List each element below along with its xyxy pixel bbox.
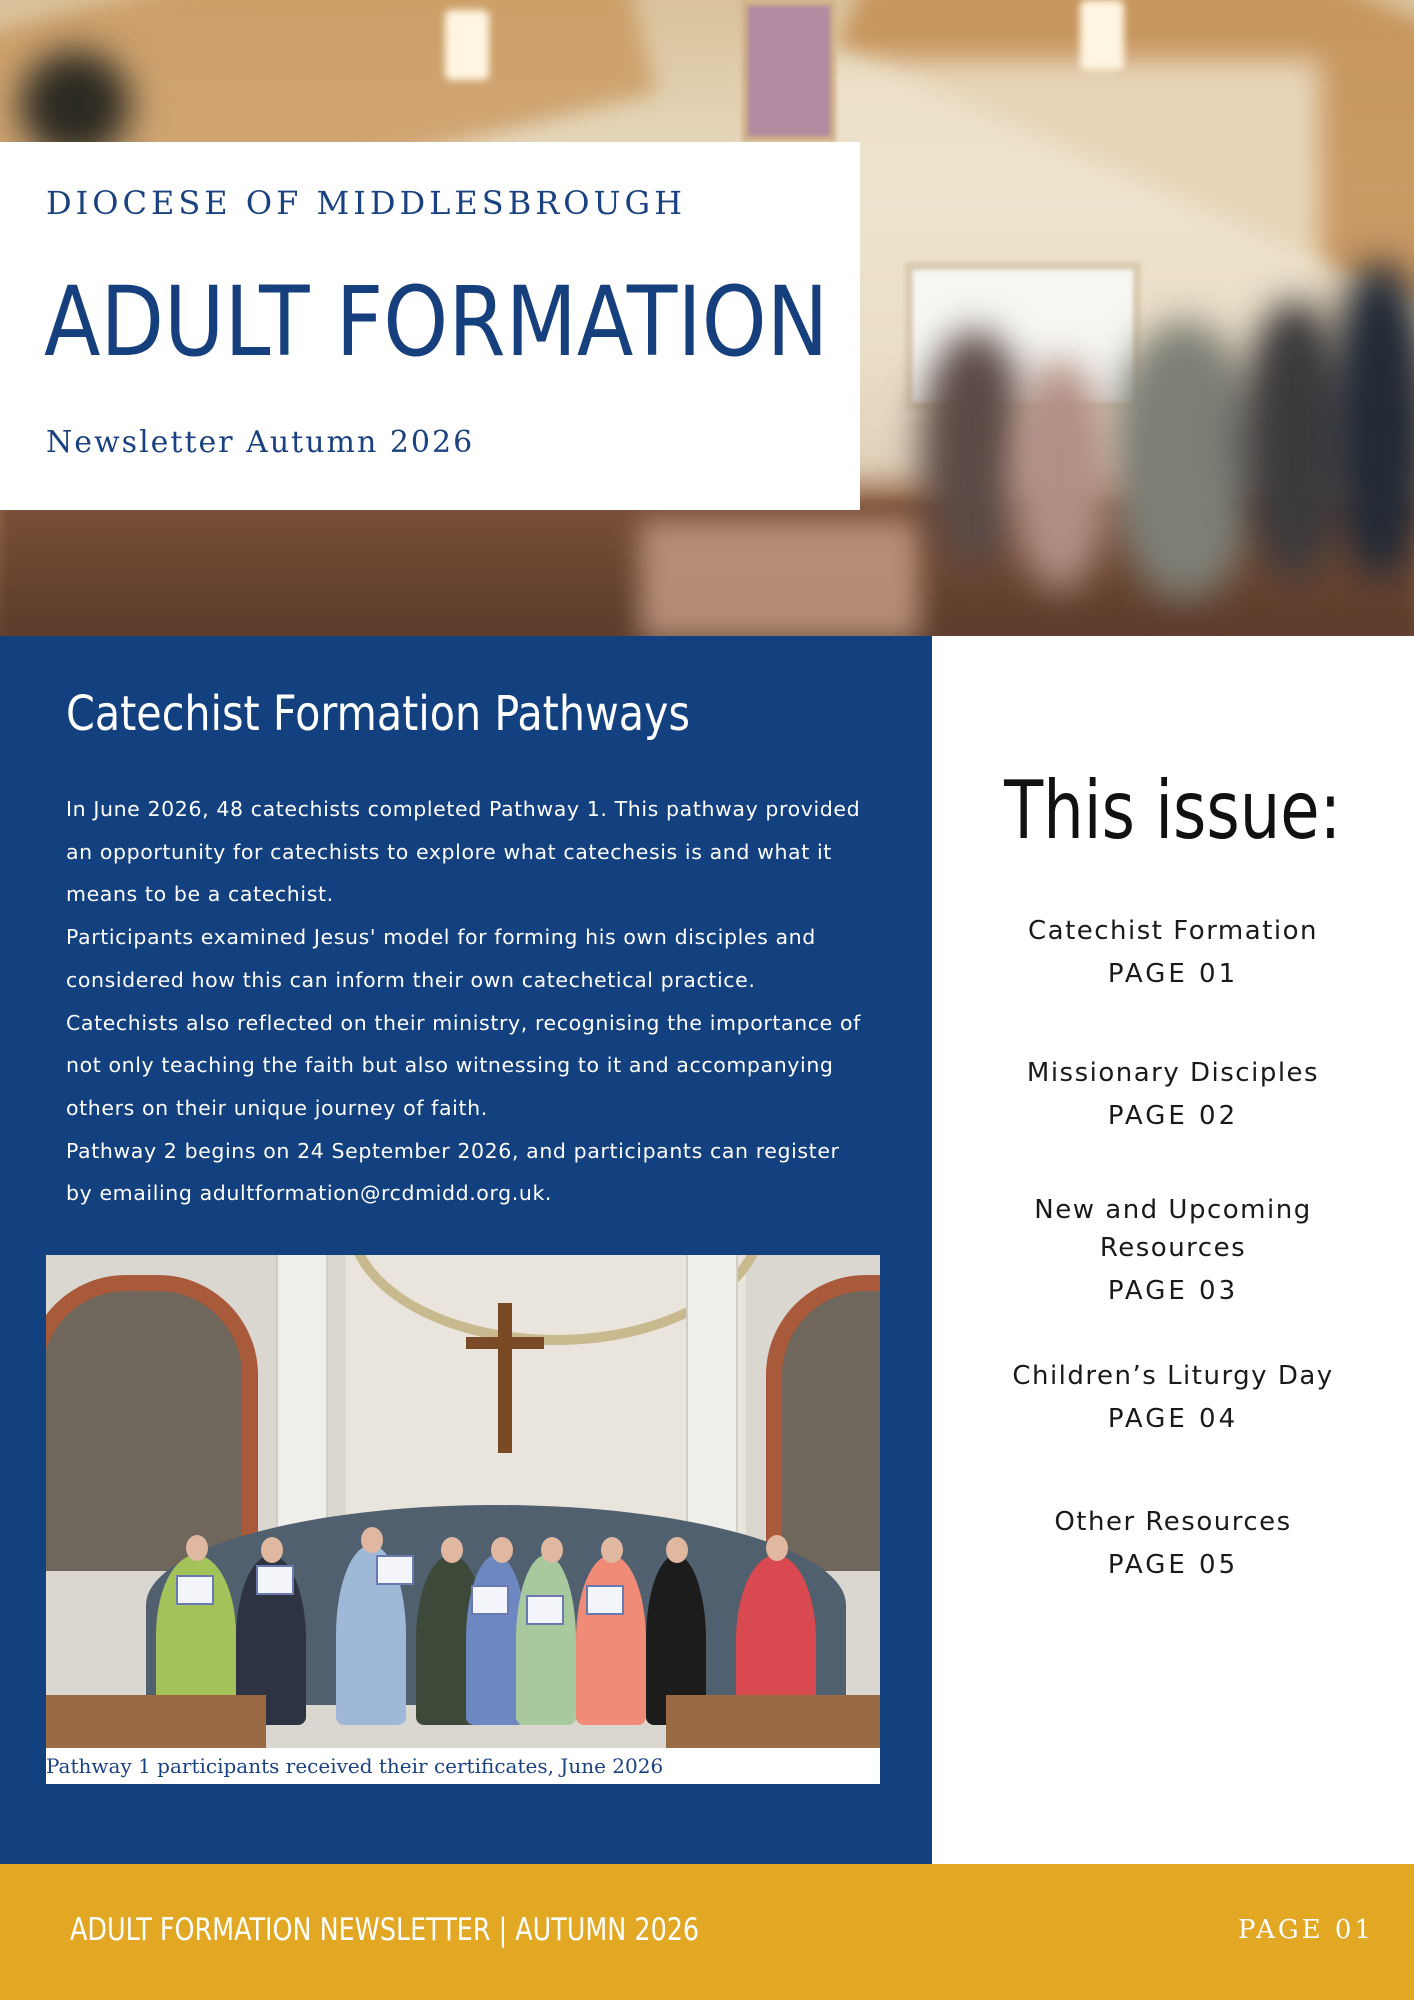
hero-aisle — [640, 520, 920, 636]
photo-pew — [46, 1695, 266, 1748]
diocese-name: DIOCESE OF MIDDLESBROUGH — [46, 184, 686, 222]
group-photo — [46, 1255, 880, 1748]
toc-item-childrens-liturgy-day[interactable] — [932, 1357, 1414, 1437]
hero-stained-window — [742, 0, 836, 142]
hero-person — [1110, 320, 1260, 600]
participant-head — [541, 1537, 563, 1563]
certificate — [586, 1585, 624, 1615]
toc-item-page: PAGE 02 — [1107, 1101, 1239, 1131]
footer-page-number: PAGE 01 — [1238, 1915, 1374, 1945]
photo-brick-arch — [766, 1275, 880, 1571]
photo-pew — [666, 1695, 880, 1748]
hero-lamp — [445, 10, 489, 80]
newsletter-title: ADULT FORMATION — [44, 266, 829, 378]
participant — [516, 1555, 576, 1725]
article-heading: Catechist Formation Pathways — [66, 686, 690, 742]
participant-head — [261, 1537, 283, 1563]
toc-item-page: PAGE 04 — [1107, 1404, 1239, 1434]
certificate — [256, 1565, 294, 1595]
footer-title: ADULT FORMATION NEWSLETTER | AUTUMN 2026 — [70, 1912, 700, 1948]
participant — [576, 1555, 646, 1725]
table-of-contents — [932, 636, 1414, 1864]
toc-item-catechist-formation[interactable] — [932, 912, 1414, 992]
footer-bar — [0, 1864, 1414, 2000]
toc-item-other-resources[interactable] — [932, 1503, 1414, 1583]
certificate — [471, 1585, 509, 1615]
article-paragraph: In June 2026, 48 catechists completed Pathway 1. This pathway provided an opportunity for catechists to explore what catechesis is and what it means to be a catechist. — [66, 797, 861, 907]
participant-head — [441, 1537, 463, 1563]
toc-item-title: New and Upcoming Resources — [1034, 1195, 1312, 1263]
toc-title — [932, 766, 1414, 856]
article-paragraph: Participants examined Jesus' model for forming his own disciples and considered how this can inform their own catechetical practice. Catechists also reflected on their ministry, recognising the importance of not only teaching the faith but also witnessing to it and accompanying others on their unique journey of faith. — [66, 925, 861, 1120]
toc-item-title: Other Resources — [1054, 1507, 1292, 1537]
title-card — [0, 142, 860, 510]
toc-item-title: Catechist Formation — [1027, 916, 1318, 946]
certificate — [376, 1555, 414, 1585]
toc-item-page: PAGE 05 — [1107, 1550, 1239, 1580]
participant-head — [601, 1537, 623, 1563]
article-body — [66, 788, 866, 1215]
crucifix — [498, 1303, 512, 1453]
edition-label: Newsletter Autumn 2026 — [46, 425, 475, 460]
toc-item-page: PAGE 01 — [1107, 959, 1239, 989]
hero-person — [1010, 360, 1110, 590]
hero-lamp — [1080, 0, 1124, 70]
crucifix-bar — [466, 1337, 544, 1349]
hero-banner-image — [0, 0, 1414, 636]
toc-title-text: This issue: — [1004, 764, 1342, 857]
certificate — [176, 1575, 214, 1605]
article-paragraph: Pathway 2 begins on 24 September 2026, and participants can register by emailing adultformation@rcdmidd.org.uk. — [66, 1138, 840, 1206]
toc-item-page: PAGE 03 — [1107, 1276, 1239, 1306]
photo-caption — [46, 1748, 880, 1784]
participant-head — [766, 1535, 788, 1561]
toc-item-new-resources[interactable] — [1012, 1191, 1334, 1309]
certificate — [526, 1595, 564, 1625]
participant-head — [491, 1537, 513, 1563]
toc-item-title: Children’s Liturgy Day — [1012, 1361, 1334, 1391]
photo-caption-text: Pathway 1 participants received their certificates, June 2026 — [46, 1754, 664, 1778]
toc-item-title: Missionary Disciples — [1026, 1058, 1320, 1088]
participant-head — [186, 1535, 208, 1561]
participant-head — [361, 1527, 383, 1553]
participant-head — [666, 1537, 688, 1563]
toc-item-missionary-disciples[interactable] — [932, 1054, 1414, 1134]
photo-brick-arch — [46, 1275, 258, 1571]
